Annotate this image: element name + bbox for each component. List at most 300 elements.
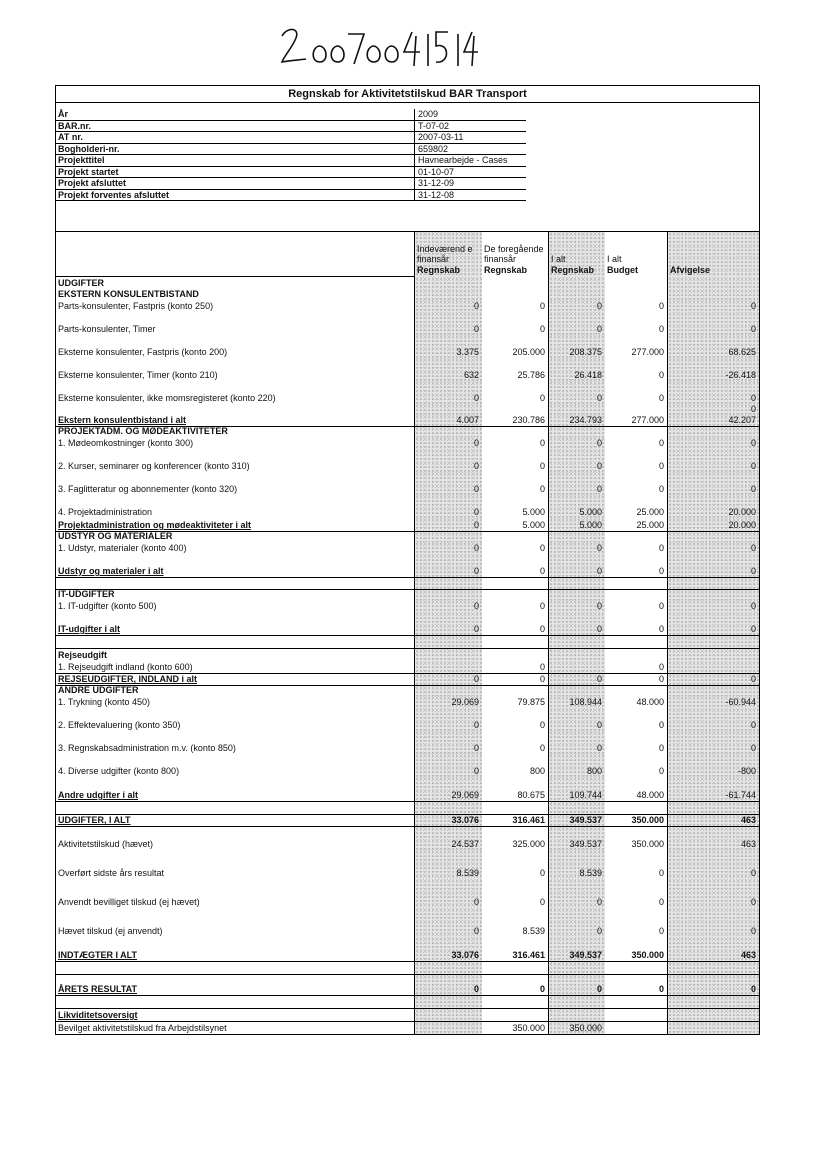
- row-label: EKSTERN KONSULENTBISTAND: [58, 289, 199, 299]
- total-row: [56, 612, 759, 636]
- amount-cell: 0: [667, 731, 759, 754]
- amount-cell: [548, 802, 605, 814]
- amount-cell: 0: [539, 662, 545, 672]
- amount-cell: 0: [658, 370, 664, 380]
- amount-cell: 463: [667, 815, 759, 826]
- amount-cell: [667, 962, 759, 974]
- amount-cell: -60.944: [667, 696, 759, 708]
- amount-cell: [414, 1009, 482, 1021]
- table-row: [56, 381, 759, 404]
- row-label: 1. IT-udgifter (konto 500): [58, 601, 157, 611]
- amount-cell: 80.675: [517, 790, 545, 800]
- amount-cell: 0: [667, 674, 759, 685]
- amount-cell: 0: [667, 600, 759, 612]
- table-row: [56, 802, 759, 815]
- amount-cell: [605, 427, 667, 437]
- amount-cell: [482, 427, 548, 437]
- amount-cell: 0: [539, 393, 545, 403]
- info-value: 659802: [414, 144, 526, 156]
- table-row: [56, 708, 759, 731]
- amount-cell: 79.875: [517, 697, 545, 707]
- amount-cell: 0: [658, 868, 664, 878]
- total-row: [56, 815, 759, 827]
- amount-cell: 5.000: [522, 507, 545, 517]
- amount-cell: 208.375: [548, 335, 605, 358]
- row-label: 4. Projektadministration: [58, 507, 153, 517]
- amount-cell: 0: [414, 554, 482, 577]
- amount-cell: 0: [548, 879, 605, 908]
- amount-cell: 0: [539, 720, 545, 730]
- row-label: Overført sidste års resultat: [58, 868, 165, 878]
- amount-cell: 632: [414, 358, 482, 381]
- row-label: Parts-konsulenter, Fastpris (konto 250): [58, 301, 214, 311]
- amount-cell: 0: [658, 984, 664, 994]
- amount-cell: [482, 404, 548, 415]
- amount-cell: [605, 962, 667, 974]
- row-label: Ekstern konsulentbistand i alt: [58, 415, 187, 425]
- amount-cell: 0: [658, 484, 664, 494]
- amount-cell: 0: [667, 300, 759, 312]
- section-header-row: [56, 590, 759, 600]
- header-total-actual-top: I alt: [551, 254, 566, 264]
- amount-cell: 350.000: [631, 839, 664, 849]
- amount-cell: 463: [667, 827, 759, 850]
- amount-cell: 0: [658, 461, 664, 471]
- amount-cell: [667, 578, 759, 589]
- amount-cell: 5.000: [548, 518, 605, 531]
- row-label: UDGIFTER, I ALT: [58, 815, 131, 825]
- info-row: [56, 144, 759, 156]
- table-row: [56, 472, 759, 495]
- row-label: [56, 636, 414, 648]
- header-current-year-bottom: Regnskab: [417, 265, 461, 275]
- amount-cell: 0: [539, 438, 545, 448]
- row-label: Andre udgifter i alt: [58, 790, 139, 800]
- header-total-actual-bottom: Regnskab: [551, 265, 595, 275]
- row-label: Likviditetsoversigt: [58, 1010, 138, 1020]
- amount-cell: [482, 277, 548, 289]
- header-current-year: [414, 232, 482, 277]
- amount-cell: 0: [539, 484, 545, 494]
- row-label: 3. Faglitteratur og abonnementer (konto 320): [58, 484, 238, 494]
- amount-cell: 29.069: [414, 777, 482, 801]
- header-previous-years-top: De foregående finansår: [484, 244, 544, 264]
- amount-cell: [605, 686, 667, 696]
- amount-cell: 0: [667, 612, 759, 635]
- table-row: [56, 908, 759, 937]
- amount-cell: 0: [414, 381, 482, 404]
- amount-cell: 0: [539, 601, 545, 611]
- row-label: 1. Rejseudgift indland (konto 600): [58, 662, 193, 672]
- amount-cell: 20.000: [667, 518, 759, 531]
- row-label: Eksterne konsulenter, Fastpris (konto 200): [58, 347, 228, 357]
- info-empty: [526, 167, 759, 179]
- handwritten-number-drawing: [278, 22, 478, 72]
- amount-cell: [548, 649, 605, 661]
- row-label: 1. Udstyr, materialer (konto 400): [58, 543, 187, 553]
- header-deviation-bottom: Afvigelse: [670, 265, 711, 275]
- section-header-row: [56, 289, 759, 300]
- amount-cell: 800: [548, 754, 605, 777]
- header-total-actual: [548, 232, 605, 277]
- amount-cell: 205.000: [512, 347, 545, 357]
- amount-cell: 25.000: [636, 507, 664, 517]
- amount-cell: [414, 532, 482, 542]
- info-row: [56, 190, 759, 202]
- row-label: [56, 404, 414, 415]
- amount-cell: 0: [667, 381, 759, 404]
- amount-cell: [548, 289, 605, 300]
- amount-cell: [605, 1022, 667, 1034]
- info-label: Projekt forventes afsluttet: [56, 190, 414, 202]
- amount-cell: [548, 686, 605, 696]
- amount-cell: 350.000: [631, 950, 664, 960]
- info-label: Bogholderi-nr.: [56, 144, 414, 156]
- amount-cell: 42.207: [667, 415, 759, 426]
- info-value: Havnearbejde - Cases: [414, 155, 526, 167]
- amount-cell: [605, 1009, 667, 1021]
- info-empty: [526, 144, 759, 156]
- header-total-budget: [605, 232, 667, 277]
- row-label: 1. Mødeomkostninger (konto 300): [58, 438, 194, 448]
- amount-cell: 33.076: [414, 937, 482, 961]
- project-info-block: [55, 109, 760, 201]
- amount-cell: 0: [667, 879, 759, 908]
- amount-cell: [667, 289, 759, 300]
- section-header-row: [56, 277, 759, 289]
- total-row: [56, 975, 759, 996]
- amount-cell: 0: [667, 975, 759, 995]
- accounts-table: [55, 277, 760, 1035]
- total-row: [56, 674, 759, 686]
- amount-cell: 277.000: [631, 415, 664, 425]
- amount-cell: 4.007: [414, 415, 482, 426]
- amount-cell: 0: [548, 472, 605, 495]
- amount-cell: [414, 578, 482, 589]
- total-row: [56, 1009, 759, 1022]
- row-label: Anvendt bevilliget tilskud (ej hævet): [58, 897, 200, 907]
- amount-cell: [414, 277, 482, 289]
- amount-cell: 0: [539, 461, 545, 471]
- info-label: Projekt afsluttet: [56, 178, 414, 190]
- table-row: [56, 696, 759, 708]
- amount-cell: [414, 962, 482, 974]
- amount-cell: [548, 532, 605, 542]
- table-row: [56, 300, 759, 312]
- info-empty: [526, 109, 759, 121]
- amount-cell: 0: [658, 926, 664, 936]
- table-row: [56, 850, 759, 879]
- amount-cell: [482, 962, 548, 974]
- amount-cell: 0: [548, 708, 605, 731]
- row-label: 4. Diverse udgifter (konto 800): [58, 766, 180, 776]
- table-row: [56, 636, 759, 649]
- amount-cell: 0: [667, 908, 759, 937]
- row-label: Parts-konsulenter, Timer: [58, 324, 156, 334]
- amount-cell: 109.744: [548, 777, 605, 801]
- row-label: IT-UDGIFTER: [58, 589, 115, 599]
- table-row: [56, 449, 759, 472]
- amount-cell: 0: [414, 449, 482, 472]
- amount-cell: [414, 802, 482, 814]
- info-row: [56, 121, 759, 133]
- info-label: Projekttitel: [56, 155, 414, 167]
- amount-cell: [548, 996, 605, 1008]
- row-label: UDGIFTER: [58, 278, 104, 288]
- amount-cell: 0: [667, 472, 759, 495]
- table-row: [56, 754, 759, 777]
- table-row: [56, 358, 759, 381]
- info-value: T-07-02: [414, 121, 526, 133]
- amount-cell: 48.000: [636, 790, 664, 800]
- amount-cell: 316.461: [512, 950, 545, 960]
- amount-cell: [548, 404, 605, 415]
- header-current-year-top: Indeværend e finansår: [417, 244, 473, 264]
- amount-cell: [667, 996, 759, 1008]
- amount-cell: [482, 289, 548, 300]
- amount-cell: 0: [658, 897, 664, 907]
- amount-cell: 0: [548, 312, 605, 335]
- amount-cell: [548, 1009, 605, 1021]
- info-label: BAR.nr.: [56, 121, 414, 133]
- amount-cell: [482, 996, 548, 1008]
- row-label: UDSTYR OG MATERIALER: [58, 531, 173, 541]
- table-row: [56, 542, 759, 554]
- table-row: [56, 827, 759, 850]
- amount-cell: [605, 636, 667, 648]
- table-row: [56, 600, 759, 612]
- row-label: Aktivitetstilskud (hævet): [58, 839, 154, 849]
- table-row: [56, 404, 759, 415]
- amount-cell: 0: [414, 908, 482, 937]
- amount-cell: 0: [548, 300, 605, 312]
- amount-cell: 0: [414, 708, 482, 731]
- amount-cell: 350.000: [548, 1022, 605, 1034]
- amount-cell: [414, 427, 482, 437]
- amount-cell: 0: [539, 566, 545, 576]
- amount-cell: [482, 578, 548, 589]
- table-row: [56, 312, 759, 335]
- amount-cell: -800: [667, 754, 759, 777]
- amount-cell: [605, 277, 667, 289]
- total-row: [56, 518, 759, 532]
- amount-cell: 0: [548, 600, 605, 612]
- amount-cell: 0: [667, 449, 759, 472]
- amount-cell: 0: [667, 708, 759, 731]
- section-header-row: [56, 686, 759, 696]
- amount-cell: [605, 996, 667, 1008]
- amount-cell: 0: [658, 743, 664, 753]
- amount-cell: 0: [539, 624, 545, 634]
- table-row: [56, 335, 759, 358]
- amount-cell: 24.537: [414, 827, 482, 850]
- amount-cell: 0: [548, 612, 605, 635]
- amount-cell: 0: [539, 674, 545, 684]
- sheet-title: Regnskab for Aktivitetstilskud BAR Transport: [55, 85, 760, 103]
- header-previous-years: [482, 232, 548, 277]
- info-label: AT nr.: [56, 132, 414, 144]
- amount-cell: 350.000: [631, 815, 664, 825]
- info-label: År: [56, 109, 414, 121]
- amount-cell: 0: [414, 472, 482, 495]
- header-previous-years-bottom: Regnskab: [484, 265, 528, 275]
- section-header-row: [56, 532, 759, 542]
- info-value: 31-12-09: [414, 178, 526, 190]
- info-empty: [526, 190, 759, 202]
- amount-cell: 0: [539, 984, 545, 994]
- amount-cell: [482, 532, 548, 542]
- row-label: Rejseudgift: [58, 650, 108, 660]
- amount-cell: 0: [548, 381, 605, 404]
- amount-cell: 0: [658, 301, 664, 311]
- info-value: 2007-03-11: [414, 132, 526, 144]
- info-empty: [526, 132, 759, 144]
- amount-cell: 349.537: [548, 937, 605, 961]
- section-header-row: [56, 427, 759, 437]
- row-label: IT-udgifter i alt: [58, 624, 120, 634]
- row-label: [56, 802, 414, 814]
- amount-cell: 5.000: [522, 520, 545, 530]
- row-label: 3. Regnskabsadministration m.v. (konto 850): [58, 743, 236, 753]
- amount-cell: 25.786: [517, 370, 545, 380]
- row-label: [56, 578, 414, 589]
- header-deviation: [667, 232, 759, 277]
- amount-cell: 349.537: [548, 815, 605, 826]
- amount-cell: 800: [529, 766, 545, 776]
- amount-cell: [667, 686, 759, 696]
- amount-cell: 0: [414, 731, 482, 754]
- amount-cell: [667, 1022, 759, 1034]
- amount-cell: 0: [667, 437, 759, 449]
- row-label: 2. Effektevaluering (konto 350): [58, 720, 181, 730]
- row-label: ÅRETS RESULTAT: [58, 984, 137, 994]
- amount-cell: 0: [548, 449, 605, 472]
- amount-cell: [605, 590, 667, 600]
- total-row: [56, 937, 759, 962]
- info-empty: [526, 178, 759, 190]
- amount-cell: [414, 289, 482, 300]
- amount-cell: [548, 427, 605, 437]
- amount-cell: 0: [539, 543, 545, 553]
- amount-cell: 0: [414, 300, 482, 312]
- amount-cell: 0: [548, 908, 605, 937]
- info-value: 01-10-07: [414, 167, 526, 179]
- row-label: [56, 962, 414, 974]
- table-row: [56, 879, 759, 908]
- amount-cell: 0: [414, 612, 482, 635]
- amount-cell: [667, 427, 759, 437]
- amount-cell: 0: [414, 518, 482, 531]
- amount-cell: 0: [658, 601, 664, 611]
- row-label: [56, 996, 414, 1008]
- amount-cell: [605, 532, 667, 542]
- amount-cell: 0: [414, 600, 482, 612]
- amount-cell: 0: [548, 437, 605, 449]
- row-label: Eksterne konsulenter, ikke momsregisteret (konto 220): [58, 393, 276, 403]
- amount-cell: 8.539: [522, 926, 545, 936]
- amount-cell: 0: [414, 975, 482, 995]
- table-row: [56, 996, 759, 1009]
- info-row: [56, 178, 759, 190]
- amount-cell: [414, 996, 482, 1008]
- row-label: ANDRE UDGIFTER: [58, 685, 139, 695]
- row-label: Udstyr og materialer i alt: [58, 566, 164, 576]
- header-label-cell: [56, 232, 414, 277]
- amount-cell: 0: [414, 495, 482, 518]
- info-value: 31-12-08: [414, 190, 526, 202]
- amount-cell: 0: [548, 674, 605, 685]
- amount-cell: 68.625: [667, 335, 759, 358]
- amount-cell: 0: [414, 437, 482, 449]
- row-label: Hævet tilskud (ej anvendt): [58, 926, 163, 936]
- amount-cell: 0: [667, 312, 759, 335]
- amount-cell: 0: [548, 731, 605, 754]
- info-row: [56, 132, 759, 144]
- amount-cell: [605, 404, 667, 415]
- amount-cell: 0: [658, 438, 664, 448]
- info-label: Projekt startet: [56, 167, 414, 179]
- amount-cell: [548, 590, 605, 600]
- amount-cell: 20.000: [667, 495, 759, 518]
- amount-cell: [482, 802, 548, 814]
- amount-cell: 0: [414, 754, 482, 777]
- amount-cell: [548, 636, 605, 648]
- amount-cell: 0: [667, 542, 759, 554]
- amount-cell: 3.375: [414, 335, 482, 358]
- amount-cell: 8.539: [548, 850, 605, 879]
- amount-cell: 48.000: [636, 697, 664, 707]
- amount-cell: 0: [539, 868, 545, 878]
- amount-cell: 0: [548, 554, 605, 577]
- amount-cell: [482, 590, 548, 600]
- blank-spacer: [55, 201, 760, 232]
- amount-cell: [605, 289, 667, 300]
- table-row: [56, 578, 759, 590]
- info-row: [56, 155, 759, 167]
- amount-cell: 108.944: [548, 696, 605, 708]
- amount-cell: [414, 686, 482, 696]
- amount-cell: 0: [658, 766, 664, 776]
- amount-cell: [414, 1022, 482, 1034]
- amount-cell: 277.000: [631, 347, 664, 357]
- amount-cell: 0: [658, 324, 664, 334]
- amount-cell: 234.793: [548, 415, 605, 426]
- table-row: [56, 437, 759, 449]
- header-total-budget-top: I alt: [607, 254, 622, 264]
- amount-cell: 0: [414, 674, 482, 685]
- amount-cell: 8.539: [414, 850, 482, 879]
- row-label: 2. Kurser, seminarer og konferencer (konto 310): [58, 461, 250, 471]
- amount-cell: [414, 404, 482, 415]
- amount-cell: [667, 636, 759, 648]
- amount-cell: 0: [658, 624, 664, 634]
- info-empty: [526, 155, 759, 167]
- header-total-budget-bottom: Budget: [607, 265, 638, 275]
- amount-cell: 0: [658, 662, 664, 672]
- amount-cell: 0: [414, 879, 482, 908]
- table-row: [56, 731, 759, 754]
- info-row: [56, 109, 759, 121]
- amount-cell: [414, 649, 482, 661]
- amount-cell: 0: [539, 897, 545, 907]
- amount-cell: [548, 962, 605, 974]
- total-row: [56, 554, 759, 578]
- amount-cell: [605, 578, 667, 589]
- amount-cell: 29.069: [414, 696, 482, 708]
- amount-cell: 0: [539, 743, 545, 753]
- amount-cell: [667, 1009, 759, 1021]
- amount-cell: 0: [548, 975, 605, 995]
